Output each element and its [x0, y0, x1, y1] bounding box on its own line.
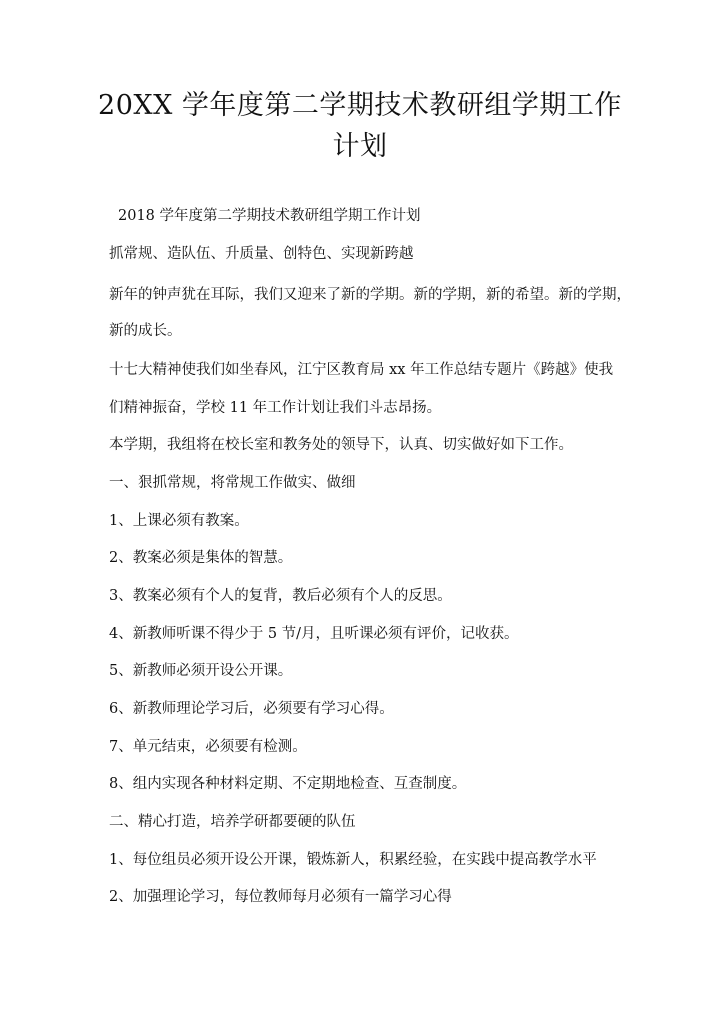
paragraph-line: 新年的钟声犹在耳际，我们又迎来了新的学期。新的学期，新的希望。新的学期， [109, 287, 631, 303]
slogan-line: 抓常规、造队伍、升质量、创特色、实现新跨越 [109, 246, 414, 262]
section-heading: 二、精心打造，培养学研都要硬的队伍 [109, 814, 356, 830]
list-item: 2、教案必须是集体的智慧。 [109, 550, 293, 566]
list-item: 4、新教师听课不得少于 5 节/月，且听课必须有评价，记收获。 [109, 626, 519, 642]
paragraph-line: 新的成长。 [109, 323, 182, 339]
section-heading: 一、狠抓常规，将常规工作做实、做细 [109, 475, 356, 491]
list-item: 1、上课必须有教案。 [109, 513, 249, 529]
subtitle-line: 2018 学年度第二学期技术教研组学期工作计划 [118, 208, 421, 224]
list-item: 8、组内实现各种材料定期、不定期地检查、互查制度。 [109, 776, 467, 792]
list-item: 1、每位组员必须开设公开课，锻炼新人，积累经验，在实践中提高教学水平 [109, 852, 597, 868]
paragraph-line: 们精神振奋，学校 11 年工作计划让我们斗志昂扬。 [109, 400, 442, 416]
list-item: 2、加强理论学习，每位教师每月必须有一篇学习心得 [109, 889, 452, 905]
paragraph-line: 十七大精神使我们如坐春风，江宁区教育局 xx 年工作总结专题片《跨越》使我 [109, 362, 614, 378]
document-title-line-1: 20XX 学年度第二学期技术教研组学期工作 [98, 90, 622, 121]
list-item: 3、教案必须有个人的复背，教后必须有个人的反思。 [109, 588, 452, 604]
document-title-line-2: 计划 [332, 131, 388, 162]
list-item: 6、新教师理论学习后，必须要有学习心得。 [109, 701, 394, 717]
list-item: 5、新教师必须开设公开课。 [109, 663, 293, 679]
list-item: 7、单元结束，必须要有检测。 [109, 739, 307, 755]
paragraph-line: 本学期，我组将在校长室和教务处的领导下，认真、切实做好如下工作。 [109, 437, 573, 453]
